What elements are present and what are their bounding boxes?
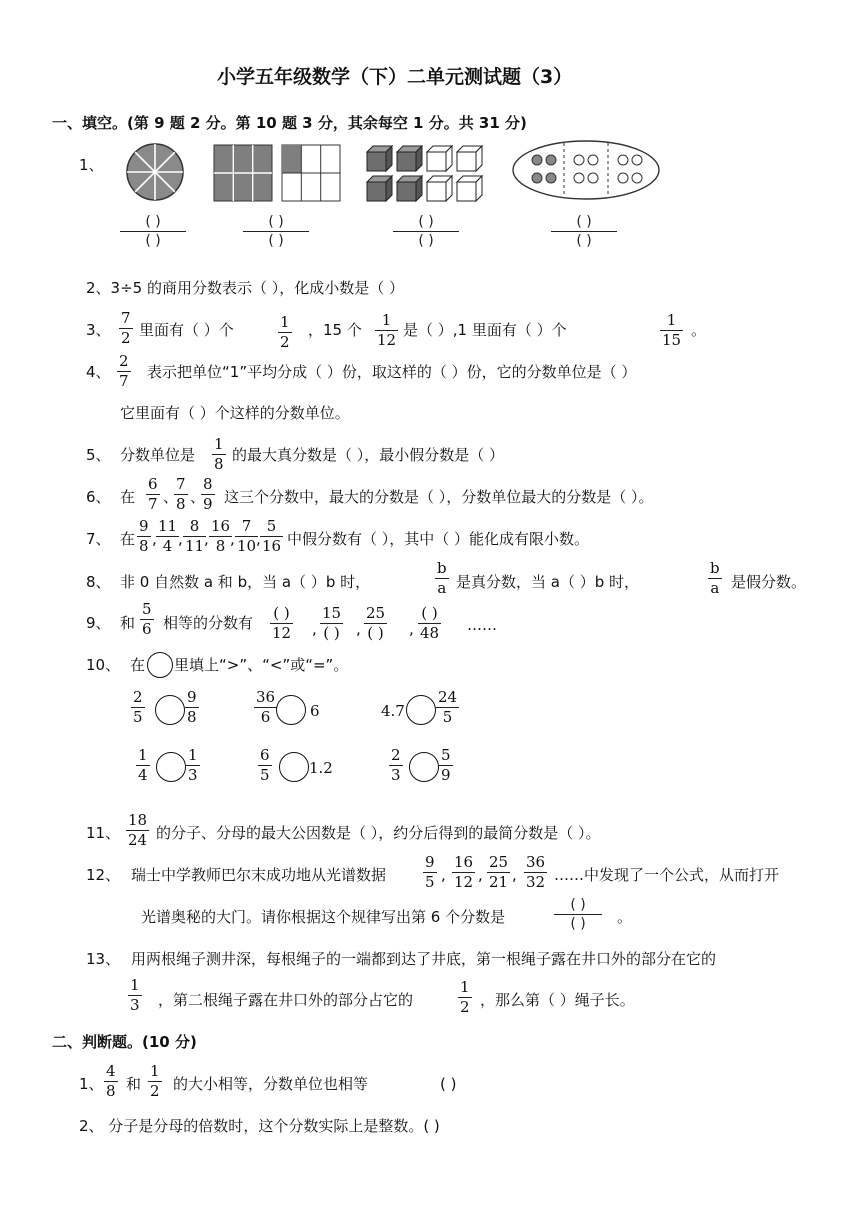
q5-text-1: 分数单位是 bbox=[120, 446, 196, 464]
fraction: 5 9 bbox=[441, 746, 451, 784]
q7-text-1: 在 bbox=[120, 530, 136, 548]
q9-blank-3[interactable]: 25 ( ) bbox=[366, 604, 386, 642]
q3-label: 3、 bbox=[86, 321, 111, 339]
fraction: 18 24 bbox=[128, 811, 148, 849]
fraction: 7 10 bbox=[237, 517, 257, 555]
q10-text-2: 里填上“>”、“<”或“=”。 bbox=[174, 656, 349, 674]
q1-answer-blank-4[interactable]: ( ) ( ) bbox=[551, 215, 617, 248]
q13-label: 13、 bbox=[86, 950, 121, 968]
q3-text-2: ，15 个 bbox=[308, 321, 362, 339]
cubes-figure bbox=[365, 144, 489, 204]
fraction: 24 5 bbox=[438, 688, 458, 726]
q12-text-1: 瑞士中学教师巴尔末成功地从光谱数据 bbox=[131, 866, 387, 884]
q4-text-1: 表示把单位“1”平均分成（ ）份，取这样的（ ）份，它的分数单位是（ ） bbox=[147, 363, 637, 381]
fraction: 16 12 bbox=[454, 853, 474, 891]
q1-answer-blank-3[interactable]: ( ) ( ) bbox=[393, 215, 459, 248]
fraction: 1 12 bbox=[377, 311, 397, 349]
circle-icon bbox=[147, 652, 173, 678]
fraction: 25 21 bbox=[489, 853, 509, 891]
q3-text-1: 里面有（ ）个 bbox=[139, 321, 234, 339]
compare-circle-5[interactable] bbox=[279, 752, 309, 782]
fraction: b a bbox=[437, 559, 447, 597]
q7-label: 7、 bbox=[86, 530, 111, 548]
q10-text-1: 在 bbox=[130, 656, 146, 674]
q1-answer-blank-1[interactable]: ( ) ( ) bbox=[120, 215, 186, 248]
q8-text-2: 是真分数，当 a（ ）b 时， bbox=[456, 573, 640, 591]
q6-text-2: 这三个分数中，最大的分数是（ ），分数单位最大的分数是（ ）。 bbox=[224, 488, 654, 506]
fraction: 1 15 bbox=[662, 311, 682, 349]
section-judge-header: 二、判断题。(10 分) bbox=[52, 1033, 197, 1051]
fraction: 11 4 bbox=[158, 517, 178, 555]
q3-text-4: 。 bbox=[691, 321, 707, 339]
q5-label: 5、 bbox=[86, 446, 111, 464]
fraction: 1 4 bbox=[138, 746, 148, 784]
fraction: 5 16 bbox=[262, 517, 282, 555]
fraction: 36 32 bbox=[526, 853, 546, 891]
q9-blank-2[interactable]: 15 ( ) bbox=[322, 604, 342, 642]
q9-blank-1[interactable]: ( ) 12 bbox=[272, 604, 292, 642]
compare-circle-1[interactable] bbox=[155, 695, 185, 725]
q1-label: 1、 bbox=[79, 156, 104, 174]
q11-label: 11、 bbox=[86, 824, 121, 842]
q6-text-1: 在 bbox=[120, 488, 136, 506]
j2-text: 2、 分子是分母的倍数时，这个分数实际上是整数。( ) bbox=[79, 1117, 440, 1135]
value: 4.7 bbox=[381, 702, 405, 720]
fraction: 2 3 bbox=[391, 746, 401, 784]
value: 1.2 bbox=[309, 759, 333, 777]
q3-text-3: 是（ ）,1 里面有（ ）个 bbox=[403, 321, 567, 339]
q8-text-1: 非 0 自然数 a 和 b，当 a（ ）b 时， bbox=[120, 573, 371, 591]
fraction: 4 8 bbox=[106, 1062, 116, 1100]
q10-label: 10、 bbox=[86, 656, 121, 674]
compare-circle-2[interactable] bbox=[276, 695, 306, 725]
q9-ellipsis: …… bbox=[467, 616, 497, 634]
j1-text-2: 的大小相等，分数单位也相等 bbox=[173, 1075, 369, 1093]
q8-text-3: 是假分数。 bbox=[731, 573, 807, 591]
q7-text-2: 中假分数有（ ），其中（ ）能化成有限小数。 bbox=[287, 530, 590, 548]
section-fill-in-header: 一、填空。(第 9 题 2 分。第 10 题 3 分，其余每空 1 分。共 31 分) bbox=[52, 114, 527, 132]
value: 6 bbox=[310, 702, 320, 720]
fraction: 1 2 bbox=[150, 1062, 160, 1100]
grid-six-full-figure bbox=[213, 144, 273, 202]
q12-label: 12、 bbox=[86, 866, 121, 884]
q11-text-1: 的分子、分母的最大公因数是（ ），约分后得到的最简分数是（ ）。 bbox=[156, 824, 601, 842]
fraction: 8 9 bbox=[203, 475, 213, 513]
j1-label: 1、 bbox=[79, 1075, 104, 1093]
grid-six-partial-figure bbox=[281, 144, 341, 202]
fraction: 2 5 bbox=[133, 688, 143, 726]
q5-text-2: 的最大真分数是（ ），最小假分数是（ ） bbox=[232, 446, 505, 464]
fraction: 1 8 bbox=[214, 435, 224, 473]
fraction: 8 11 bbox=[185, 517, 205, 555]
ellipse-dots-figure bbox=[511, 139, 661, 201]
q12-text-2: ……中发现了一个公式，从而打开 bbox=[554, 866, 780, 884]
fraction: 1 2 bbox=[280, 313, 290, 351]
fraction: 16 8 bbox=[211, 517, 231, 555]
j1-text-1: 和 bbox=[126, 1075, 142, 1093]
page-title: 小学五年级数学（下）二单元测试题（3） bbox=[217, 66, 573, 88]
q4-label: 4、 bbox=[86, 363, 111, 381]
fraction: 7 8 bbox=[176, 475, 186, 513]
fraction: 9 5 bbox=[425, 853, 435, 891]
compare-circle-4[interactable] bbox=[156, 752, 186, 782]
fraction: 9 8 bbox=[187, 688, 197, 726]
q1-answer-blank-2[interactable]: ( ) ( ) bbox=[243, 215, 309, 248]
fraction: 1 3 bbox=[188, 746, 198, 784]
q6-label: 6、 bbox=[86, 488, 111, 506]
q9-blank-4[interactable]: ( ) 48 bbox=[420, 604, 440, 642]
q9-label: 9、 bbox=[86, 614, 111, 632]
fraction: b a bbox=[710, 559, 720, 597]
fraction: 7 2 bbox=[121, 309, 131, 347]
q12-text-4: 。 bbox=[617, 908, 633, 926]
fraction: 5 6 bbox=[142, 600, 152, 638]
fraction: 1 3 bbox=[130, 976, 140, 1014]
circle-eighths-figure bbox=[125, 142, 185, 202]
q13-text-3: ，那么第（ ）绳子长。 bbox=[480, 991, 635, 1009]
q9-text-2: 相等的分数有 bbox=[163, 614, 254, 632]
j1-answer-blank[interactable]: ( ) bbox=[440, 1075, 457, 1093]
fraction: 6 5 bbox=[260, 746, 270, 784]
fraction: 36 6 bbox=[256, 688, 276, 726]
q4-text-2: 它里面有（ ）个这样的分数单位。 bbox=[120, 404, 350, 422]
fraction: 6 7 bbox=[148, 475, 158, 513]
q2-text: 2、3÷5 的商用分数表示（ ），化成小数是（ ） bbox=[86, 279, 405, 297]
compare-circle-3[interactable] bbox=[406, 695, 436, 725]
q12-answer-blank[interactable]: ( ) ( ) bbox=[554, 898, 602, 931]
q13-text-2: ，第二根绳子露在井口外的部分占它的 bbox=[158, 991, 414, 1009]
q9-text-1: 和 bbox=[120, 614, 136, 632]
compare-circle-6[interactable] bbox=[409, 752, 439, 782]
q13-text-1: 用两根绳子测井深，每根绳子的一端都到达了井底，第一根绳子露在井口外的部分在它的 bbox=[131, 950, 717, 968]
fraction: 1 2 bbox=[460, 978, 470, 1016]
fraction: 2 7 bbox=[119, 352, 129, 390]
fraction: 9 8 bbox=[139, 517, 149, 555]
q12-text-3: 光谱奥秘的大门。请你根据这个规律写出第 6 个分数是 bbox=[141, 908, 506, 926]
q8-label: 8、 bbox=[86, 573, 111, 591]
